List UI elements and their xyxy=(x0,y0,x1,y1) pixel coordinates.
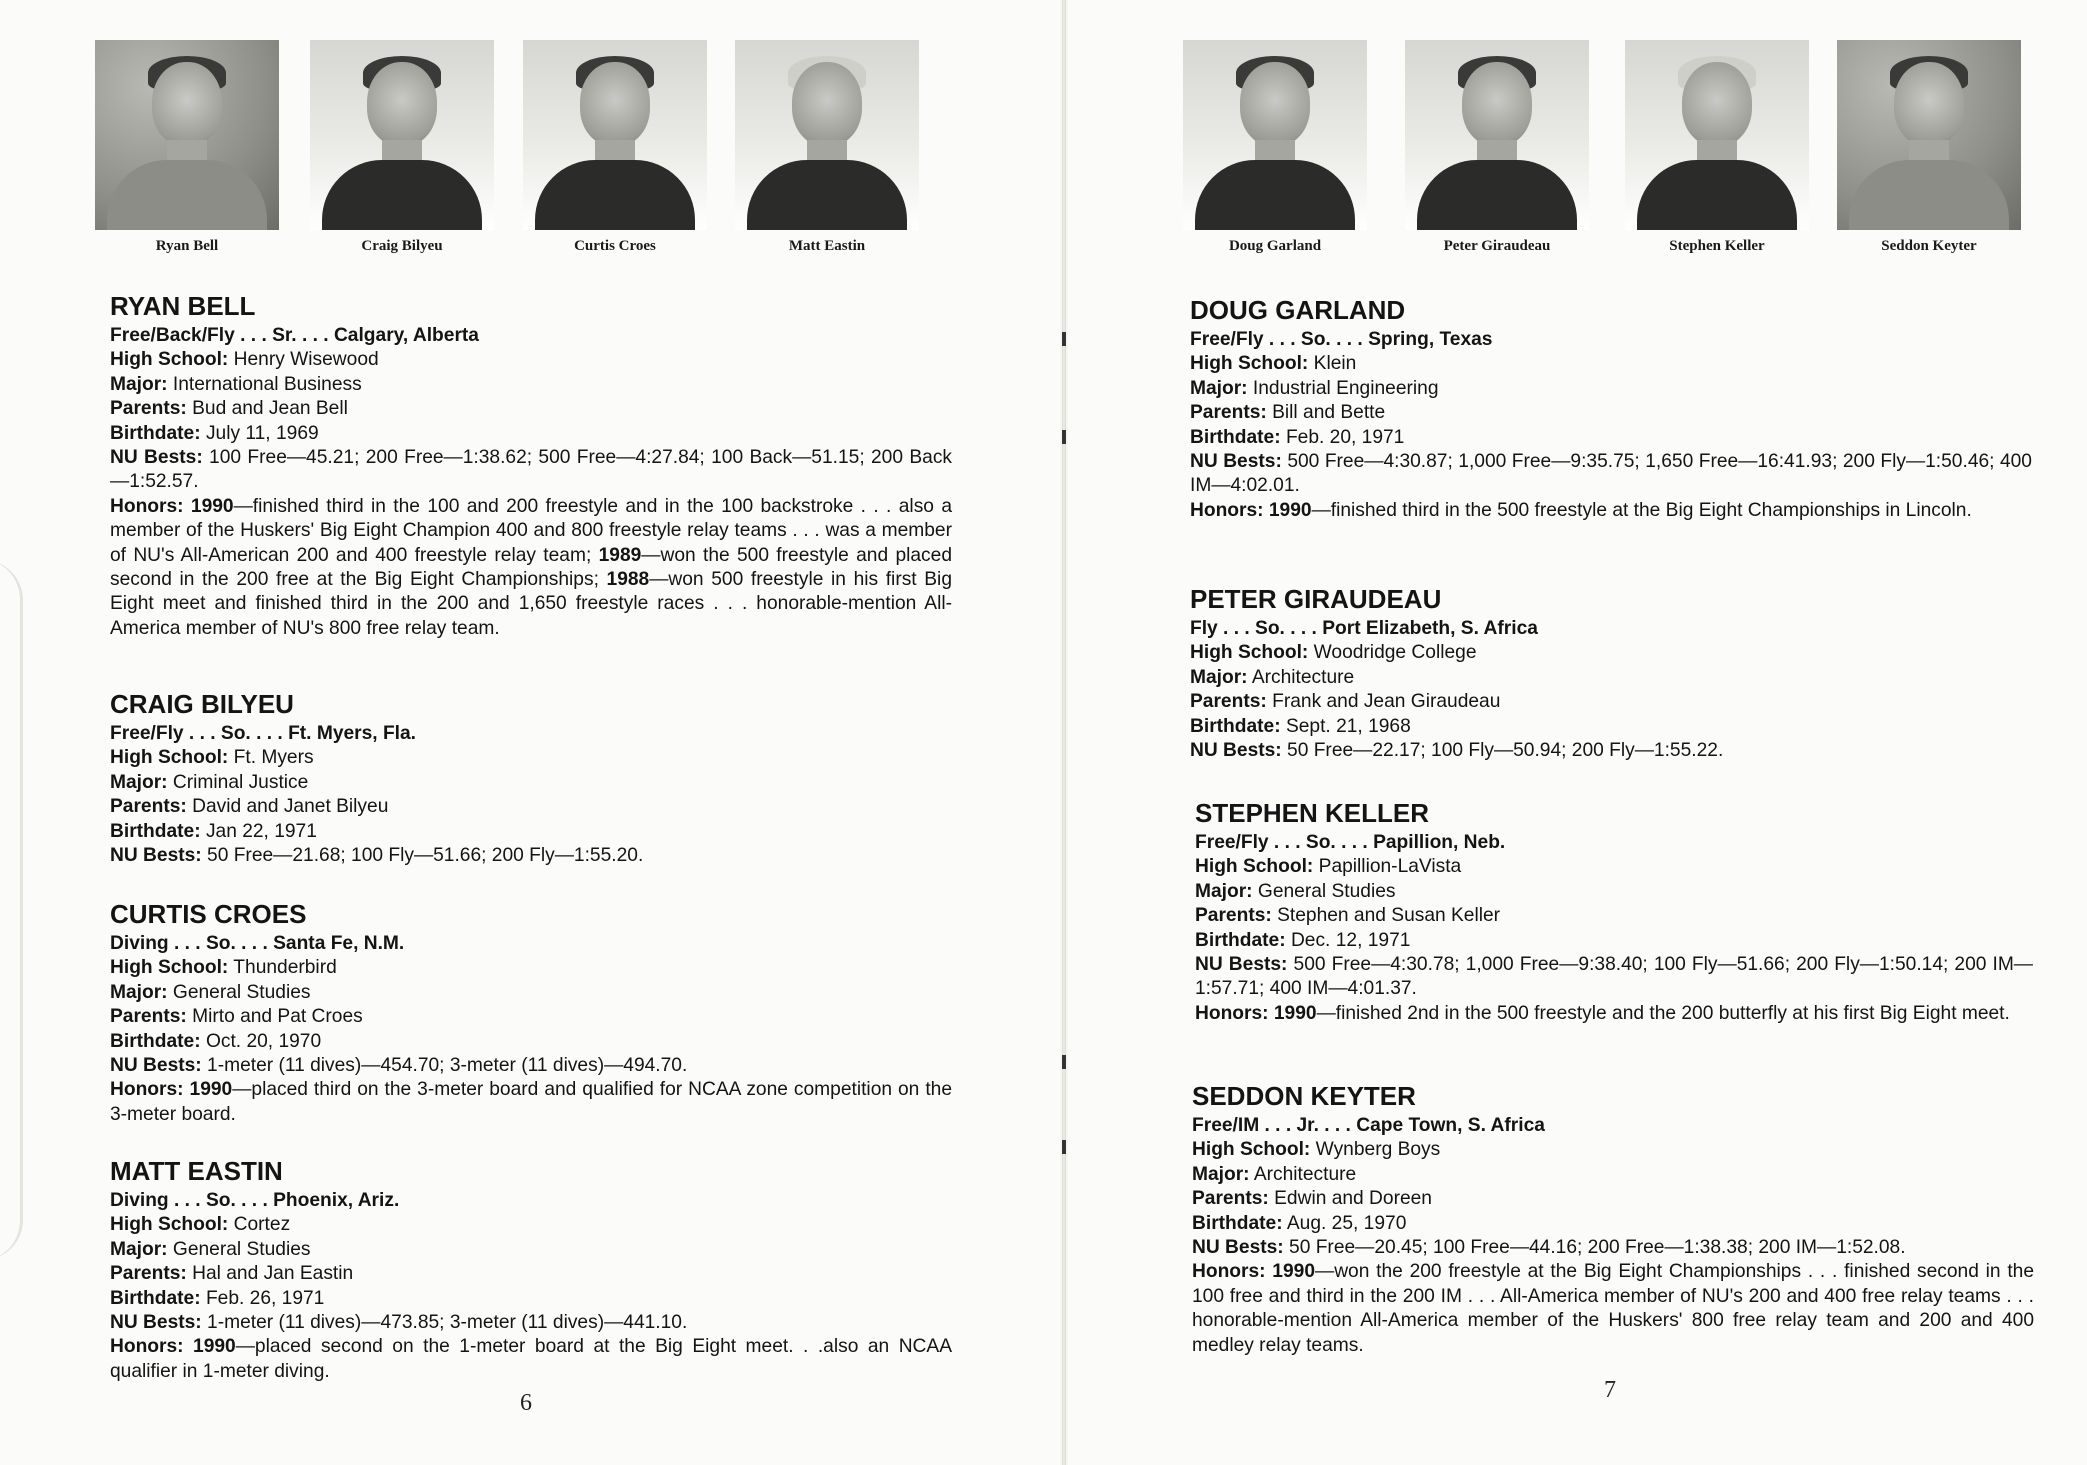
event-class-hometown: Free/IM . . . Jr. . . . Cape Town, S. Africa xyxy=(1192,1115,1545,1136)
binding-mark xyxy=(1062,1140,1066,1154)
photo-card-craig-bilyeu xyxy=(310,40,494,255)
bio-doug-garland xyxy=(1190,294,2032,523)
photo-card-matt-eastin xyxy=(735,40,919,255)
bio-craig-bilyeu xyxy=(110,688,952,868)
photo-card-curtis-croes xyxy=(523,40,707,255)
honors-line: Honors: 1990—finished third in the 500 freestyle at the Big Eight Championships in Lincoln. xyxy=(1190,499,1972,521)
birthdate-line: Birthdate: July 11, 1969 xyxy=(110,422,319,444)
birthdate-line: Birthdate: Oct. 20, 1970 xyxy=(110,1030,322,1052)
birthdate-line: Birthdate: Dec. 12, 1971 xyxy=(1195,929,1411,951)
photo-caption: Peter Giraudeau xyxy=(1443,238,1551,254)
parents-line: Parents: Bill and Bette xyxy=(1190,402,1386,424)
birthdate-line: Birthdate: Feb. 20, 1971 xyxy=(1190,426,1405,448)
photo-caption: Seddon Keyter xyxy=(1881,238,1977,254)
page-number: 6 xyxy=(520,1390,532,1416)
high-school-line: High School: Woodridge College xyxy=(1190,642,1477,664)
honors-line: Honors: 1990—finished third in the 100 and 200 freestyle and in the 100 backstroke . . . also a member of the Huskers' Big Eight Champion 400 and 800 freestyle relay teams . . . was a member of NU's All-American 200 and 400 freestyle relay team; 1989—won the 500 freestyle and placed second in the 200 free at the Big Eight Championships; 1988—won 500 freestyle in his first Big Eight meet and finished third in the 200 and 1,650 freestyle races . . . honorable-mention All-America member of NU's 800 free relay team. xyxy=(110,495,953,639)
major-line: Major: Industrial Engineering xyxy=(1190,377,1439,399)
right-photo-row xyxy=(1183,40,2053,270)
parents-line: Parents: Stephen and Susan Keller xyxy=(1195,905,1501,927)
photo-caption: Matt Eastin xyxy=(788,238,866,254)
event-class-hometown: Diving . . . So. . . . Santa Fe, N.M. xyxy=(110,933,405,954)
page-number: 7 xyxy=(1604,1377,1616,1403)
event-class-hometown: Free/Fly . . . So. . . . Spring, Texas xyxy=(1190,329,1493,350)
major-line: Major: International Business xyxy=(110,373,362,395)
honors-line: Honors: 1990—finished 2nd in the 500 freestyle and the 200 butterfly at his first Big Eight meet. xyxy=(1195,1002,2010,1024)
photo-card-doug-garland xyxy=(1183,40,1367,255)
bio-curtis-croes xyxy=(110,898,952,1127)
high-school-line: High School: Wynberg Boys xyxy=(1192,1139,1441,1161)
binding-mark xyxy=(1062,1055,1066,1069)
high-school-line: High School: Henry Wisewood xyxy=(110,349,379,371)
photo-caption: Curtis Croes xyxy=(574,238,656,254)
photo-caption: Stephen Keller xyxy=(1669,238,1765,254)
nu-bests-line: NU Bests: 1-meter (11 dives)—454.70; 3-meter (11 dives)—494.70. xyxy=(110,1055,688,1077)
nu-bests-line: NU Bests: 500 Free—4:30.78; 1,000 Free—9:38.40; 100 Fly—51.66; 200 Fly—1:50.14; 200 IM—1:57.71; 400 IM—4:01.37. xyxy=(1195,954,2033,1000)
headshot-seddon-keyter xyxy=(1837,40,2021,230)
major-line: Major: General Studies xyxy=(110,981,311,1003)
binding-mark xyxy=(1062,332,1066,346)
nu-bests-line: NU Bests: 500 Free—4:30.87; 1,000 Free—9:35.75; 1,650 Free—16:41.93; 200 Fly—1:50.46; 400 IM—4:02.01. xyxy=(1190,451,2032,497)
high-school-line: High School: Papillion-LaVista xyxy=(1195,856,1462,878)
bio-matt-eastin xyxy=(110,1155,952,1384)
parents-line: Parents: Mirto and Pat Croes xyxy=(110,1006,363,1028)
parents-line: Parents: David and Janet Bilyeu xyxy=(110,796,389,818)
nu-bests-line: NU Bests: 50 Free—20.45; 100 Free—44.16; 200 Free—1:38.38; 200 IM—1:52.08. xyxy=(1192,1237,1906,1259)
photo-caption: Doug Garland xyxy=(1228,238,1322,254)
parents-line: Parents: Bud and Jean Bell xyxy=(110,398,348,420)
headshot-curtis-croes xyxy=(523,40,707,230)
photo-card-peter-giraudeau xyxy=(1405,40,1589,255)
headshot-doug-garland xyxy=(1183,40,1367,230)
nu-bests-line: NU Bests: 50 Free—22.17; 100 Fly—50.94; 200 Fly—1:55.22. xyxy=(1190,740,1724,762)
headshot-craig-bilyeu xyxy=(310,40,494,230)
major-line: Major: General Studies xyxy=(110,1238,311,1260)
bio-seddon-keyter xyxy=(1192,1080,2034,1358)
high-school-line: High School: Klein xyxy=(1190,353,1357,375)
birthdate-line: Birthdate: Sept. 21, 1968 xyxy=(1190,715,1411,737)
birthdate-line: Birthdate: Jan 22, 1971 xyxy=(110,820,317,842)
major-line: Major: Architecture xyxy=(1192,1163,1357,1185)
headshot-ryan-bell xyxy=(95,40,279,230)
bio-stephen-keller xyxy=(1195,797,2033,1026)
major-line: Major: General Studies xyxy=(1195,880,1396,902)
major-line: Major: Criminal Justice xyxy=(110,771,309,793)
parents-line: Parents: Hal and Jan Eastin xyxy=(110,1263,354,1285)
high-school-line: High School: Cortez xyxy=(110,1214,291,1236)
binding-mark xyxy=(1062,430,1066,444)
bio-ryan-bell xyxy=(110,290,952,641)
photo-caption: Ryan Bell xyxy=(155,238,219,254)
athlete-name: CURTIS CROES xyxy=(110,899,307,929)
major-line: Major: Architecture xyxy=(1190,666,1355,688)
birthdate-line: Birthdate: Aug. 25, 1970 xyxy=(1192,1212,1407,1234)
headshot-stephen-keller xyxy=(1625,40,1809,230)
athlete-name: CRAIG BILYEU xyxy=(110,689,294,719)
photo-card-ryan-bell xyxy=(95,40,279,255)
headshot-peter-giraudeau xyxy=(1405,40,1589,230)
birthdate-line: Birthdate: Feb. 26, 1971 xyxy=(110,1287,325,1309)
athlete-name: STEPHEN KELLER xyxy=(1195,798,1430,828)
event-class-hometown: Free/Back/Fly . . . Sr. . . . Calgary, Alberta xyxy=(110,325,479,346)
high-school-line: High School: Ft. Myers xyxy=(110,747,314,769)
event-class-hometown: Free/Fly . . . So. . . . Ft. Myers, Fla. xyxy=(110,723,417,744)
event-class-hometown: Diving . . . So. . . . Phoenix, Ariz. xyxy=(110,1190,400,1211)
athlete-name: PETER GIRAUDEAU xyxy=(1190,584,1442,614)
nu-bests-line: NU Bests: 100 Free—45.21; 200 Free—1:38.62; 500 Free—4:27.84; 100 Back—51.15; 200 Back—1:52.57. xyxy=(110,447,953,493)
parents-line: Parents: Edwin and Doreen xyxy=(1192,1188,1432,1210)
nu-bests-line: NU Bests: 1-meter (11 dives)—473.85; 3-meter (11 dives)—441.10. xyxy=(110,1312,688,1334)
honors-line: Honors: 1990—placed second on the 1-meter board at the Big Eight meet. . .also an NCAA qualifier in 1-meter diving. xyxy=(110,1336,953,1382)
nu-bests-line: NU Bests: 50 Free—21.68; 100 Fly—51.66; 200 Fly—1:55.20. xyxy=(110,845,644,867)
athlete-name: SEDDON KEYTER xyxy=(1192,1081,1416,1111)
athlete-name: DOUG GARLAND xyxy=(1190,295,1406,325)
event-class-hometown: Free/Fly . . . So. . . . Papillion, Neb. xyxy=(1195,832,1506,853)
event-class-hometown: Fly . . . So. . . . Port Elizabeth, S. Africa xyxy=(1190,618,1538,639)
parents-line: Parents: Frank and Jean Giraudeau xyxy=(1190,691,1501,713)
photo-caption: Craig Bilyeu xyxy=(361,238,443,254)
page-curve xyxy=(0,560,23,1260)
athlete-name: RYAN BELL xyxy=(110,291,256,321)
bio-peter-giraudeau xyxy=(1190,583,2032,763)
honors-line: Honors: 1990—won the 200 freestyle at the Big Eight Championships . . . finished second in the 100 free and third in the 200 IM . . . All-America member of NU's 200 and 400 free relay teams . . . honorable-mention All-America member of the Huskers' 800 free relay team and 200 and 400 medley relay teams. xyxy=(1192,1261,2034,1356)
right-page xyxy=(1068,0,2087,1465)
honors-line: Honors: 1990—placed third on the 3-meter board and qualified for NCAA zone competition on the 3-meter board. xyxy=(110,1079,953,1125)
athlete-name: MATT EASTIN xyxy=(110,1156,283,1186)
headshot-matt-eastin xyxy=(735,40,919,230)
book-spine xyxy=(1062,0,1066,1465)
left-photo-row xyxy=(95,40,925,270)
high-school-line: High School: Thunderbird xyxy=(110,957,337,979)
photo-card-stephen-keller xyxy=(1625,40,1809,255)
photo-card-seddon-keyter xyxy=(1837,40,2021,255)
